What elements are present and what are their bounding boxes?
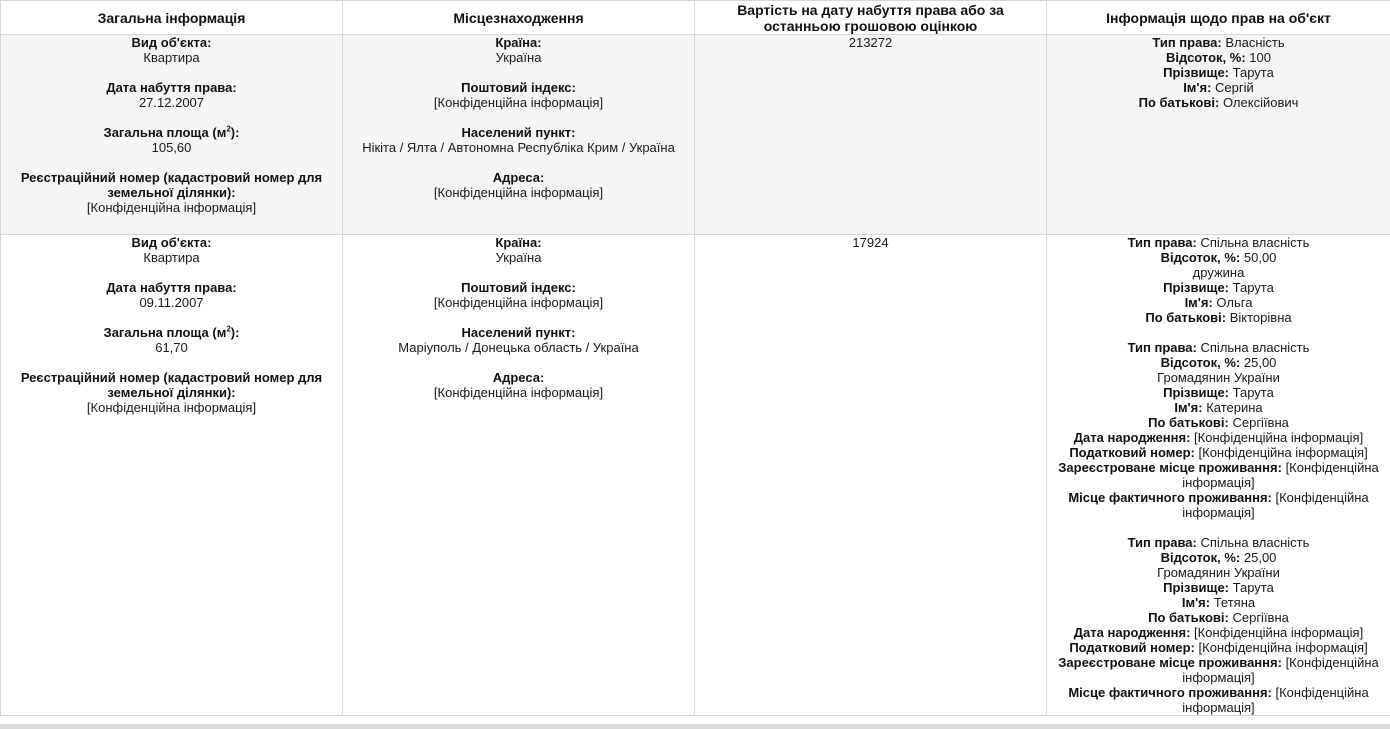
location-cell xyxy=(343,235,695,716)
birth-date-value: [Конфіденційна інформація] xyxy=(1194,625,1364,640)
country-label: Країна: xyxy=(495,35,542,50)
tax-number-label: Податковий номер: xyxy=(1069,640,1195,655)
right-type-label: Тип права: xyxy=(1127,340,1197,355)
area-value: 61,70 xyxy=(155,340,188,355)
registered-residence-label: Зареєстроване місце проживання: xyxy=(1058,460,1282,475)
right-type-value: Власність xyxy=(1225,35,1285,50)
postal-value: [Конфіденційна інформація] xyxy=(433,95,604,110)
area-block xyxy=(7,125,336,155)
surname-label: Прізвище: xyxy=(1163,385,1230,400)
registered-residence-label: Зареєстроване місце проживання: xyxy=(1058,655,1282,670)
general-info-cell xyxy=(1,35,343,235)
horizontal-scrollbar[interactable] xyxy=(0,724,1390,729)
object-type-value: Квартира xyxy=(143,250,200,265)
country-block xyxy=(349,35,688,65)
patronymic-value: Сергіївна xyxy=(1232,610,1289,625)
postal-value: [Конфіденційна інформація] xyxy=(433,295,604,310)
header-location: Місцезнаходження xyxy=(343,1,695,35)
percent-label: Відсоток, %: xyxy=(1160,355,1241,370)
actual-residence-value: [Конфіденційна інформація] xyxy=(1182,685,1369,715)
percent-value: 50,00 xyxy=(1243,250,1277,265)
general-info-cell xyxy=(1,235,343,716)
value-cell xyxy=(695,235,1047,716)
area-label: Загальна площа $(м^2)$: xyxy=(103,324,240,340)
reg-number-block xyxy=(7,370,336,415)
acq-date-block xyxy=(7,280,336,310)
acq-date-value: 09.11.2007 xyxy=(139,295,204,310)
settlement-value: Маріуполь / Донецька область / Україна xyxy=(398,340,639,355)
settlement-label: Населений пункт: xyxy=(461,125,576,140)
surname-value: Тарута xyxy=(1232,580,1274,595)
table-row xyxy=(1,235,1390,716)
patronymic-value: Олексійович xyxy=(1222,95,1299,110)
postal-label: Поштовий індекс: xyxy=(461,280,576,295)
header-value: Вартість на дату набуття права або за останньою грошовою оцінкою xyxy=(695,1,1047,35)
tax-number-value: [Конфіденційна інформація] xyxy=(1198,445,1368,460)
surname-value: Тарута xyxy=(1232,280,1274,295)
percent-value: 25,00 xyxy=(1243,355,1277,370)
patronymic-label: По батькові: xyxy=(1148,610,1229,625)
acq-date-block xyxy=(7,80,336,110)
actual-residence-label: Місце фактичного проживання: xyxy=(1068,490,1272,505)
right-type-label: Тип права: xyxy=(1152,35,1222,50)
right-type-value: Спільна власність xyxy=(1200,535,1310,550)
percent-label: Відсоток, %: xyxy=(1160,550,1241,565)
settlement-block xyxy=(349,125,688,155)
percent-label: Відсоток, %: xyxy=(1160,250,1241,265)
name-value: Катерина xyxy=(1206,400,1263,415)
country-label: Країна: xyxy=(495,235,542,250)
country-value: Україна xyxy=(495,250,542,265)
owner-block xyxy=(1053,340,1384,520)
country-block xyxy=(349,235,688,265)
reg-number-label: Реєстраційний номер (кадастровий номер для земельної ділянки): xyxy=(20,370,323,400)
object-type-block xyxy=(7,35,336,65)
area-label: Загальна площа $(м^2)$: xyxy=(103,124,240,140)
owner-block xyxy=(1053,535,1384,715)
reg-number-value: [Конфіденційна інформація] xyxy=(86,200,257,215)
address-value: [Конфіденційна інформація] xyxy=(433,385,604,400)
owner-block xyxy=(1053,235,1384,325)
surname-value: Тарута xyxy=(1232,65,1274,80)
relation-value: Громадянин України xyxy=(1157,370,1280,385)
reg-number-block xyxy=(7,170,336,215)
value-amount: 213272 xyxy=(848,35,893,50)
actual-residence-value: [Конфіденційна інформація] xyxy=(1182,490,1369,520)
owner-block xyxy=(1053,35,1384,110)
right-type-value: Спільна власність xyxy=(1200,340,1310,355)
registered-residence-value: [Конфіденційна інформація] xyxy=(1182,655,1379,685)
name-label: Ім'я: xyxy=(1174,400,1203,415)
patronymic-label: По батькові: xyxy=(1145,310,1227,325)
table-row xyxy=(1,35,1390,235)
surname-label: Прізвище: xyxy=(1163,65,1230,80)
object-type-label: Вид об'єкта: xyxy=(131,235,212,250)
reg-number-value: [Конфіденційна інформація] xyxy=(86,400,257,415)
surname-label: Прізвище: xyxy=(1163,580,1230,595)
settlement-value: Нікіта / Ялта / Автономна Республіка Крим / Україна xyxy=(362,140,675,155)
name-label: Ім'я: xyxy=(1181,595,1211,610)
address-label: Адреса: xyxy=(492,370,545,385)
country-value: Україна xyxy=(495,50,542,65)
address-block xyxy=(349,170,688,200)
tax-number-value: [Конфіденційна інформація] xyxy=(1198,640,1368,655)
name-label: Ім'я: xyxy=(1183,80,1212,95)
birth-date-value: [Конфіденційна інформація] xyxy=(1194,430,1364,445)
patronymic-value: Вікторівна xyxy=(1229,310,1292,325)
rights-cell xyxy=(1047,35,1390,235)
table-header-row xyxy=(1,1,1390,35)
name-label: Ім'я: xyxy=(1184,295,1213,310)
patronymic-value: Сергіївна xyxy=(1232,415,1289,430)
patronymic-label: По батькові: xyxy=(1148,415,1229,430)
surname-value: Тарута xyxy=(1232,385,1274,400)
area-block xyxy=(7,325,336,355)
name-value: Ольга xyxy=(1216,295,1253,310)
name-value: Тетяна xyxy=(1213,595,1256,610)
registered-residence-value: [Конфіденційна інформація] xyxy=(1182,460,1379,490)
percent-label: Відсоток, %: xyxy=(1165,50,1246,65)
settlement-block xyxy=(349,325,688,355)
relation-value: Громадянин України xyxy=(1157,565,1280,580)
rights-cell xyxy=(1047,235,1390,716)
postal-block xyxy=(349,280,688,310)
percent-value: 100 xyxy=(1249,50,1271,65)
acq-date-label: Дата набуття права: xyxy=(106,80,237,95)
actual-residence-label: Місце фактичного проживання: xyxy=(1068,685,1272,700)
value-cell xyxy=(695,35,1047,235)
tax-number-label: Податковий номер: xyxy=(1069,445,1195,460)
value-amount: 17924 xyxy=(852,235,889,250)
object-type-value: Квартира xyxy=(143,50,200,65)
header-rights: Інформація щодо прав на об'єкт xyxy=(1047,1,1390,35)
object-type-block xyxy=(7,235,336,265)
right-type-label: Тип права: xyxy=(1127,535,1197,550)
birth-date-label: Дата народження: xyxy=(1073,430,1191,445)
postal-label: Поштовий індекс: xyxy=(461,80,576,95)
postal-block xyxy=(349,80,688,110)
percent-value: 25,00 xyxy=(1243,550,1277,565)
location-cell xyxy=(343,35,695,235)
address-block xyxy=(349,370,688,400)
reg-number-label: Реєстраційний номер (кадастровий номер для земельної ділянки): xyxy=(20,170,323,200)
settlement-label: Населений пункт: xyxy=(461,325,576,340)
acq-date-value: 27.12.2007 xyxy=(138,95,205,110)
object-type-label: Вид об'єкта: xyxy=(131,35,212,50)
right-type-value: Спільна власність xyxy=(1200,235,1310,250)
right-type-label: Тип права: xyxy=(1127,235,1197,250)
name-value: Сергій xyxy=(1215,80,1254,95)
header-general: Загальна інформація xyxy=(1,1,343,35)
address-value: [Конфіденційна інформація] xyxy=(433,185,604,200)
area-value: 105,60 xyxy=(151,140,192,155)
relation-value: дружина xyxy=(1192,265,1245,280)
acq-date-label: Дата набуття права: xyxy=(106,280,237,295)
birth-date-label: Дата народження: xyxy=(1073,625,1191,640)
patronymic-label: По батькові: xyxy=(1138,95,1220,110)
surname-label: Прізвище: xyxy=(1163,280,1230,295)
address-label: Адреса: xyxy=(492,170,545,185)
